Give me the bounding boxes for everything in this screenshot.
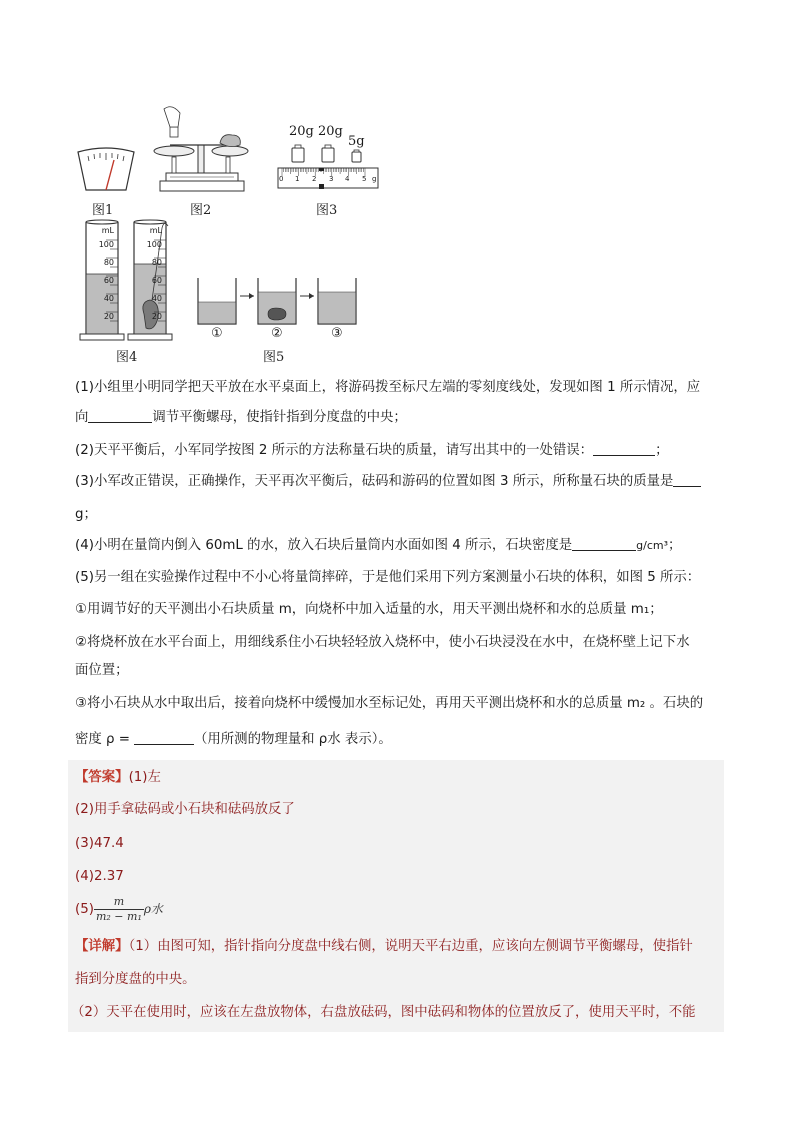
- detail-1-text: （1）由图可知，指针指向分度盘中线右侧，说明天平右边重，应该向左侧调节平衡螺母，使指针: [128, 939, 693, 954]
- answer-5-rho: ρ水: [143, 902, 163, 916]
- cylinder-2-tick-40: 40: [151, 294, 162, 303]
- figure-1-dial: [74, 146, 138, 194]
- answer-2: (2)用手拿砝码或小石块和砝码放反了: [75, 802, 295, 817]
- ruler-tick-3: 3: [329, 175, 334, 183]
- cylinder-1-unit: mL: [101, 226, 114, 235]
- question-5-step-2-line-1: ②将烧杯放在水平台面上，用细线系住小石块轻轻放入烧杯中，使小石块浸没在水中，在烧杯壁上记下水: [75, 635, 690, 650]
- cylinder-1-tick-100: 100: [98, 240, 114, 249]
- cylinder-2-tick-80: 80: [151, 258, 162, 267]
- question-4: [75, 536, 725, 556]
- cylinder-1-tick-80: 80: [103, 258, 114, 267]
- beaker-step-1: ①: [211, 326, 223, 341]
- ruler-tick-2: 2: [312, 175, 317, 183]
- question-3-line-1: [75, 472, 725, 492]
- cylinder-2-scale: [142, 226, 162, 321]
- ruler-tick-0: 0: [279, 175, 284, 183]
- answer-blank-1[interactable]: [88, 408, 152, 423]
- detail-1-line-2: 指到分度盘的中央。: [75, 972, 196, 987]
- question-2-text: (2)天平平衡后，小军同学按图 2 所示的方法称量石块的质量，请写出其中的一处错误：: [75, 443, 594, 458]
- question-1-prefix: 向: [75, 410, 89, 425]
- ruler-tick-4: 4: [345, 175, 350, 183]
- weight-label-1: 20g: [289, 124, 314, 139]
- answer-blank-2[interactable]: [593, 441, 655, 456]
- figure-3-label: 图3: [316, 203, 338, 218]
- question-4-suffix: ；: [668, 538, 682, 553]
- cylinder-2-tick-20: 20: [151, 312, 162, 321]
- answer-5-denominator: m₂ − m₁: [95, 909, 142, 923]
- answer-blank-3[interactable]: [673, 472, 701, 487]
- figure-5-beakers: [194, 274, 358, 326]
- question-5-step-1: ①用调节好的天平测出小石块质量 m，向烧杯中加入适量的水，用天平测出烧杯和水的总质量 m₁；: [75, 602, 663, 617]
- cylinder-1-tick-20: 20: [103, 312, 114, 321]
- beaker-step-2: ②: [271, 326, 283, 341]
- question-5-step-3-line-2: [75, 730, 725, 750]
- ruler-tick-5: 5: [362, 175, 367, 183]
- question-5-step-3-suffix: （用所测的物理量和 ρ水 表示）。: [194, 732, 392, 747]
- figure-5-label: 图5: [263, 350, 285, 365]
- ruler-tick-1: 1: [295, 175, 300, 183]
- question-5-intro: (5)另一组在实验操作过程中不小心将量筒摔碎，于是他们采用下列方案测量小石块的体积，如图 5 所示：: [75, 570, 701, 585]
- question-4-unit: g/cm³: [636, 539, 669, 552]
- answer-4: (4)2.37: [75, 869, 124, 884]
- figure-1-label: 图1: [92, 203, 114, 218]
- answer-5-fraction: [94, 895, 144, 924]
- cylinder-2-tick-60: 60: [151, 276, 162, 285]
- answer-1-text: (1)左: [128, 770, 161, 785]
- question-1-line-2: [75, 408, 725, 428]
- cylinder-1-tick-40: 40: [103, 294, 114, 303]
- question-1-line-1: (1)小组里小明同学把天平放在水平桌面上，将游码拨至标尺左端的零刻度线处，发现如图 1 所示情况，应: [75, 380, 701, 395]
- cylinder-1-tick-60: 60: [103, 276, 114, 285]
- figure-2-label: 图2: [190, 203, 212, 218]
- answer-3: (3)47.4: [75, 836, 124, 851]
- question-3-text: (3)小军改正错误，正确操作，天平再次平衡后，砝码和游码的位置如图 3 所示，所称量石块的质量是: [75, 474, 674, 489]
- question-1-suffix: 调节平衡螺母，使指针指到分度盘的中央；: [152, 410, 407, 425]
- question-3-line-2: g；: [75, 507, 97, 522]
- question-5-density-label: 密度 ρ =: [75, 732, 131, 747]
- beaker-step-3: ③: [331, 326, 343, 341]
- detail-2-line-1: （2）天平在使用时，应该在左盘放物体，右盘放砝码，图中砝码和物体的位置放反了，使用天平时，不能: [71, 1005, 696, 1020]
- question-5-step-2-line-2: 面位置；: [75, 663, 129, 678]
- weight-label-2: 20g: [318, 124, 343, 139]
- answer-blank-4[interactable]: [572, 536, 636, 551]
- figure-2-balance: [150, 105, 250, 195]
- question-5-step-3-line-1: ③将小石块从水中取出后，接着向烧杯中缓慢加水至标记处，再用天平测出烧杯和水的总质量 m₂ 。石块的: [75, 696, 704, 711]
- answer-5-prefix: (5): [75, 902, 94, 917]
- detail-1-line-1: [75, 937, 693, 957]
- weight-label-3: 5g: [348, 134, 365, 149]
- answer-5-numerator: m: [94, 895, 144, 910]
- question-2: [75, 441, 725, 461]
- ruler-tick-unit: g: [372, 175, 377, 183]
- figure-4-cylinders: [78, 218, 178, 342]
- cylinder-2-unit: mL: [149, 226, 162, 235]
- answer-blank-5[interactable]: [134, 730, 194, 745]
- answer-1: [75, 768, 161, 788]
- detail-tag: 【详解】: [75, 939, 129, 954]
- ruler-tick-labels: [279, 175, 379, 187]
- answer-5: [75, 893, 163, 926]
- cylinder-2-tick-100: 100: [146, 240, 162, 249]
- figure-4-label: 图4: [116, 350, 138, 365]
- cylinder-1-scale: [94, 226, 114, 321]
- answer-tag: 【答案】: [75, 770, 129, 785]
- question-2-suffix: ；: [655, 443, 669, 458]
- question-4-text: (4)小明在量筒内倒入 60mL 的水，放入石块后量筒内水面如图 4 所示，石块密度是: [75, 538, 573, 553]
